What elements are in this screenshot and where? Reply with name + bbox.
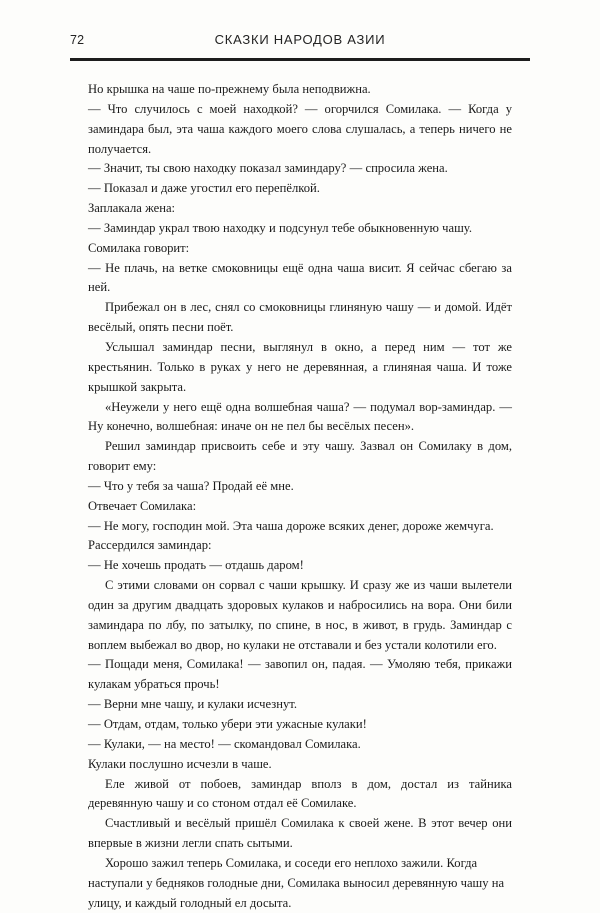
paragraph: — Не могу, господин мой. Эта чаша дороже всяких денег, дороже жемчуга.: [88, 518, 494, 533]
page-number: 72: [70, 33, 85, 47]
paragraph: С этими словами он сорвал с чаши крышку. И сразу же из чаши вылетели один за другим двадцать здоровых кулаков и набросились на вора. Они били заминдара по лбу, по затылку, по спине, в нос, в живот, в грудь. Заминдар с воплем выбежал во двор, но кулаки не отставали и без устали колотили его.: [88, 578, 512, 652]
paragraph: — Заминдар украл твою находку и подсунул тебе обыкновенную чашу.: [88, 220, 472, 235]
paragraph: — Не плачь, на ветке смоковницы ещё одна чаша висит. Я сейчас сбегаю за ней.: [88, 260, 512, 295]
header-divider-rule: [70, 58, 530, 61]
paragraph: — Что у тебя за чаша? Продай её мне.: [88, 478, 294, 493]
paragraph: — Не хочешь продать — отдашь даром!: [88, 558, 304, 573]
paragraph: Рассердился заминдар:: [88, 538, 212, 553]
paragraph: Но крышка на чаше по-прежнему была неподвижна.: [88, 82, 371, 96]
body-text-block: [88, 80, 512, 913]
running-head: [70, 30, 530, 54]
paragraph: Прибежал он в лес, снял со смоковницы глиняную чашу — и домой. Идёт весёлый, опять песни поёт.: [88, 300, 512, 335]
paragraph: — Отдам, отдам, только убери эти ужасные кулаки!: [88, 717, 367, 731]
paragraph: Решил заминдар присвоить себе и эту чашу. Зазвал он Сомилаку в дом, говорит ему:: [88, 439, 512, 474]
paragraph: Сомилака говорит:: [88, 240, 190, 255]
paragraph: Услышал заминдар песни, выглянул в окно, а перед ним — тот же крестьянин. Только в руках у него не деревянная, а глиняная чаша. И тоже крышкой закрыта.: [88, 339, 512, 394]
paragraph: Отвечает Сомилака:: [88, 498, 197, 513]
paragraph: Счастливый и весёлый пришёл Сомилака к своей жене. В этот вечер они впервые в жизни легли спать сытыми.: [88, 816, 512, 851]
paragraph: «Неужели у него ещё одна волшебная чаша? — подумал вор-заминдар. — Ну конечно, волшебная: иначе он не пел бы весёлых песен».: [88, 399, 512, 434]
paragraph: Заплакала жена:: [88, 201, 176, 216]
paragraph: — Показал и даже угостил его перепёлкой.: [88, 181, 320, 196]
paragraph: — Значит, ты свою находку показал заминдару? — спросила жена.: [88, 161, 448, 176]
paragraph: — Верни мне чашу, и кулаки исчезнут.: [88, 697, 297, 712]
running-head-title: СКАЗКИ НАРОДОВ АЗИИ: [214, 32, 386, 47]
paragraph: — Кулаки, — на место! — скомандовал Сомилака.: [88, 736, 361, 751]
paragraph: — Пощади меня, Сомилака! — завопил он, падая. — Умоляю тебя, прикажи кулакам убраться прочь!: [88, 657, 512, 692]
paragraph: Еле живой от побоев, заминдар вполз в дом, достал из тайника деревянную чашу и со стоном отдал её Сомилаке.: [88, 776, 512, 811]
paragraph: Хорошо зажил теперь Сомилака, и соседи его неплохо зажили. Когда наступали у бедняков голодные дни, Сомилака выносил деревянную чашу на улицу, и каждый голодный ел досыта.: [88, 855, 505, 910]
paragraph: — Что случилось с моей находкой? — огорчился Сомилака. — Когда у заминдара был, эта чаша каждого моего слова слушалась, а теперь ничего не получается.: [88, 101, 512, 156]
paragraph: Кулаки послушно исчезли в чаше.: [88, 756, 272, 771]
